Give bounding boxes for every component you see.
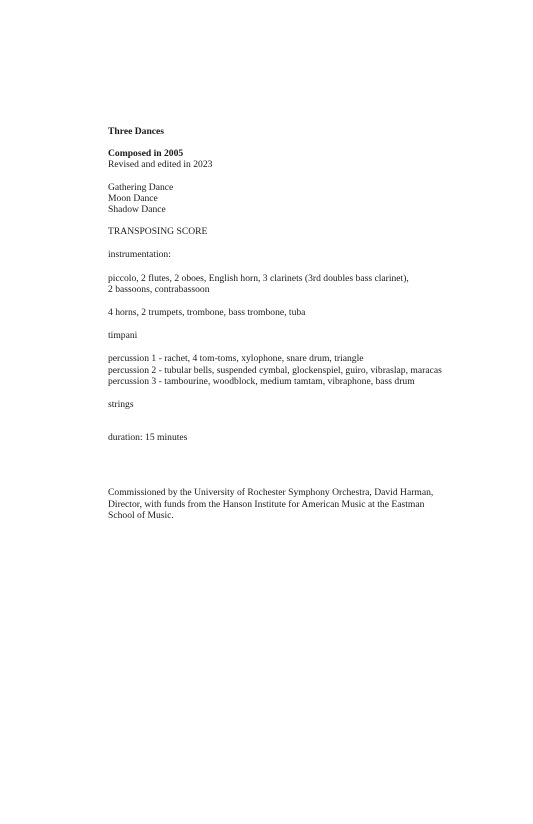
score-type: TRANSPOSING SCORE — [108, 226, 208, 238]
movement-item: Shadow Dance — [108, 204, 166, 216]
commission-line: School of Music. — [108, 509, 174, 521]
work-title: Three Dances — [108, 126, 165, 137]
movement-item: Moon Dance — [108, 192, 158, 204]
commission-line: Director, with funds from the Hanson Institute for American Music at the Eastman — [108, 498, 425, 510]
commission-line: Commissioned by the University of Rochester Symphony Orchestra, David Harman, — [108, 487, 434, 499]
composed-date: Composed in 2005 — [108, 148, 184, 160]
woodwinds-section — [108, 273, 468, 295]
movement-item: Gathering Dance — [108, 181, 174, 193]
commission-note — [108, 487, 468, 521]
percussion-line: percussion 3 - tambourine, woodblock, medium tamtam, vibraphone, bass drum — [108, 375, 415, 387]
revised-date: Revised and edited in 2023 — [108, 159, 213, 171]
instrumentation-label: instrumentation: — [108, 249, 171, 261]
duration: duration: 15 minutes — [108, 432, 188, 444]
woodwinds-line: 2 bassoons, contrabassoon — [108, 283, 210, 295]
timpani-section: timpani — [108, 330, 138, 342]
movement-list — [108, 182, 468, 216]
percussion-line: percussion 2 - tubular bells, suspended cymbal, glockenspiel, guiro, vibraslap, maracas — [108, 364, 442, 376]
percussion-line: percussion 1 - rachet, 4 tom-toms, xylophone, snare drum, triangle — [108, 353, 364, 365]
strings-section: strings — [108, 399, 134, 411]
score-info — [108, 126, 468, 521]
woodwinds-line: piccolo, 2 flutes, 2 oboes, English horn, 3 clarinets (3rd doubles bass clarinet), — [108, 272, 409, 284]
percussion-section — [108, 353, 468, 387]
brass-section: 4 horns, 2 trumpets, trombone, bass trombone, tuba — [108, 307, 306, 319]
